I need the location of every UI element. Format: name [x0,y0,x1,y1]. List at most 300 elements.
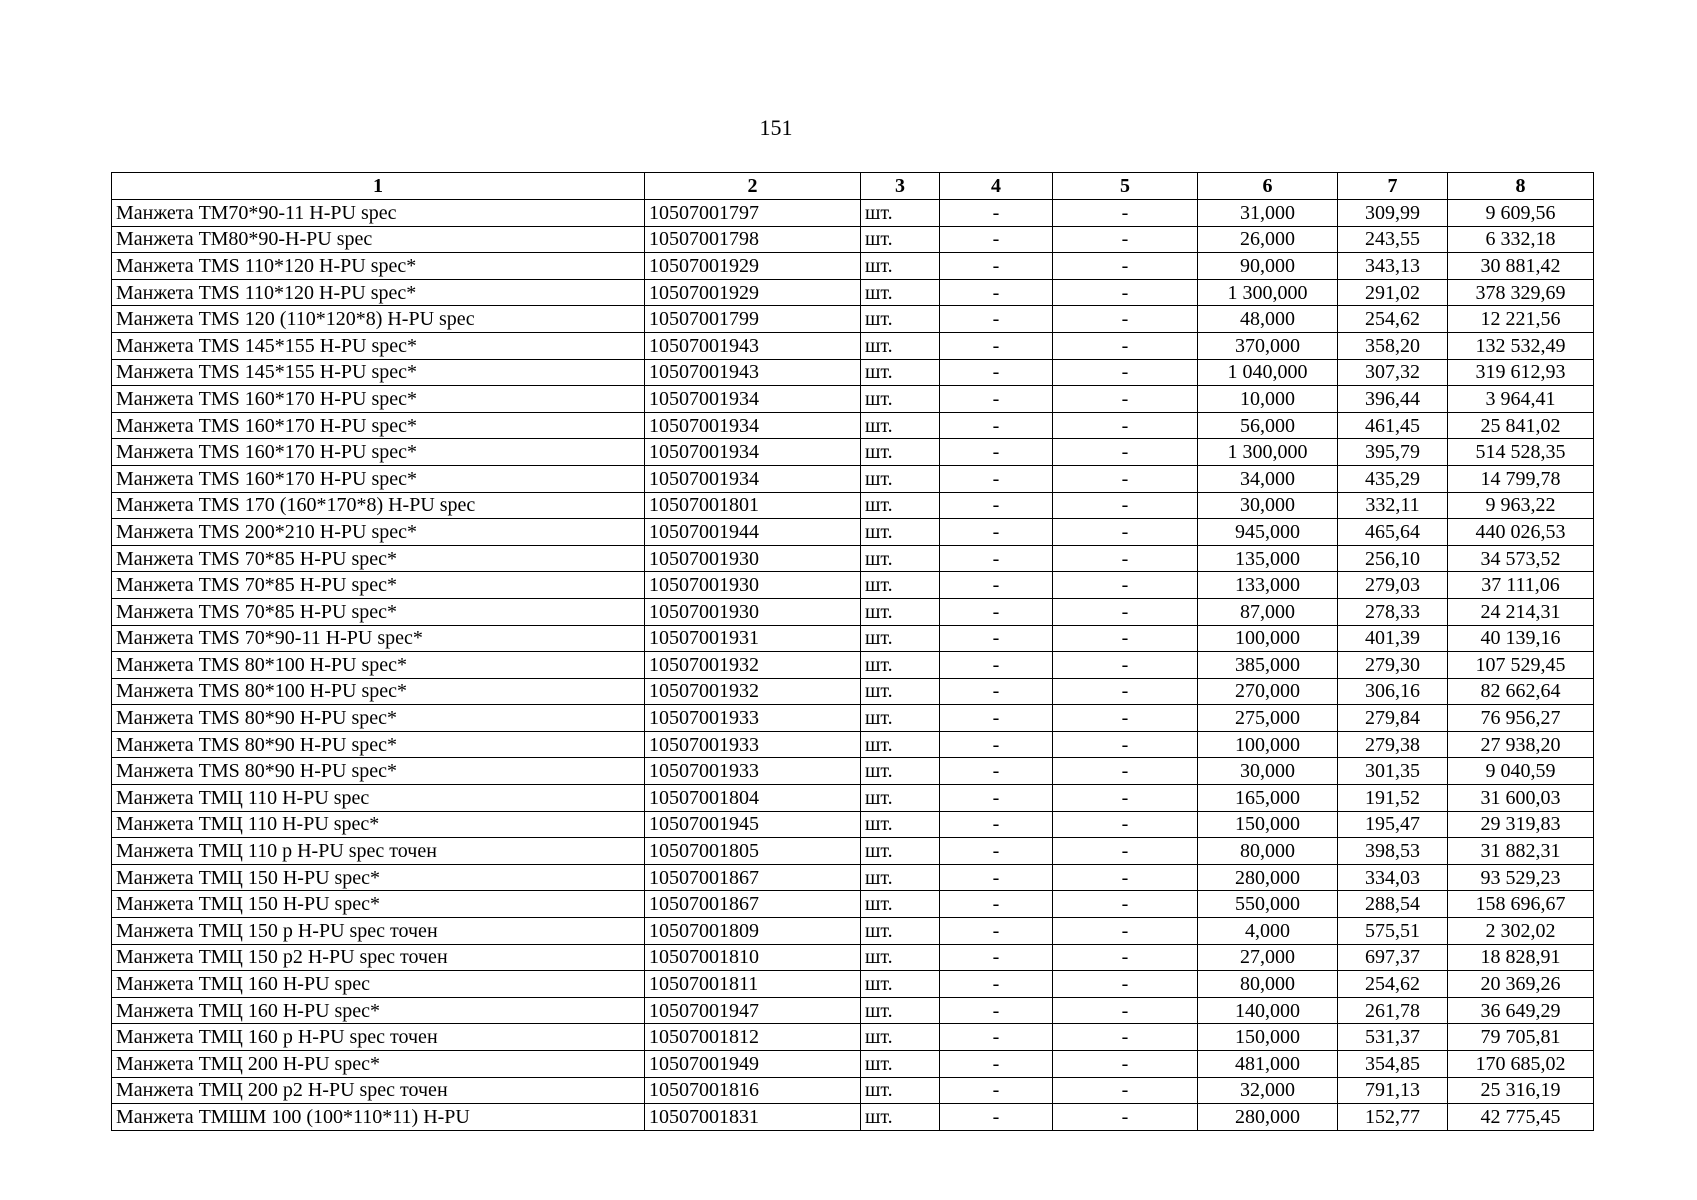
cell-code: 10507001799 [645,306,861,333]
cell-col4: - [940,811,1053,838]
cell-unit: шт. [861,891,940,918]
table-row [112,572,1594,599]
cell-quantity: 945,000 [1198,519,1338,546]
cell-name: Манжета ТМШМ 100 (100*110*11) H-PU [112,1104,645,1131]
cell-quantity: 550,000 [1198,891,1338,918]
cell-col4: - [940,253,1053,280]
cell-sum: 20 369,26 [1448,971,1594,998]
cell-col5: - [1053,279,1198,306]
cell-code: 10507001934 [645,465,861,492]
cell-name: Манжета TMS 110*120 H-PU spec* [112,253,645,280]
table-row [112,598,1594,625]
cell-code: 10507001932 [645,652,861,679]
cell-price: 152,77 [1338,1104,1448,1131]
cell-quantity: 80,000 [1198,838,1338,865]
table-row [112,652,1594,679]
cell-code: 10507001944 [645,519,861,546]
cell-col5: - [1053,1077,1198,1104]
cell-quantity: 270,000 [1198,678,1338,705]
cell-sum: 514 528,35 [1448,439,1594,466]
table-row [112,785,1594,812]
cell-unit: шт. [861,625,940,652]
cell-price: 301,35 [1338,758,1448,785]
table-row [112,625,1594,652]
cell-unit: шт. [861,439,940,466]
cell-col5: - [1053,971,1198,998]
cell-col5: - [1053,492,1198,519]
cell-col4: - [940,412,1053,439]
cell-col5: - [1053,731,1198,758]
cell-name: Манжета ТМЦ 150 р H-PU spec точен [112,918,645,945]
cell-name: Манжета ТМЦ 110 H-PU spec [112,785,645,812]
cell-name: Манжета TMS 160*170 H-PU spec* [112,439,645,466]
cell-col4: - [940,971,1053,998]
cell-price: 195,47 [1338,811,1448,838]
cell-col5: - [1053,678,1198,705]
cell-price: 697,37 [1338,944,1448,971]
cell-code: 10507001934 [645,412,861,439]
cell-col4: - [940,226,1053,253]
cell-name: Манжета ТМЦ 200 H-PU spec* [112,1051,645,1078]
cell-col5: - [1053,944,1198,971]
cell-sum: 25 841,02 [1448,412,1594,439]
cell-name: Манжета ТМЦ 200 р2 H-PU spec точен [112,1077,645,1104]
cell-price: 358,20 [1338,332,1448,359]
cell-unit: шт. [861,412,940,439]
col-header-7: 7 [1338,173,1448,200]
cell-name: Манжета TMS 160*170 H-PU spec* [112,412,645,439]
table-body [112,200,1594,1131]
cell-col4: - [940,439,1053,466]
cell-col4: - [940,279,1053,306]
table-row [112,200,1594,227]
cell-unit: шт. [861,226,940,253]
cell-code: 10507001804 [645,785,861,812]
cell-quantity: 481,000 [1198,1051,1338,1078]
cell-unit: шт. [861,253,940,280]
cell-col5: - [1053,465,1198,492]
table-row [112,678,1594,705]
cell-unit: шт. [861,492,940,519]
cell-unit: шт. [861,598,940,625]
cell-quantity: 280,000 [1198,864,1338,891]
cell-name: Манжета TMS 80*100 H-PU spec* [112,678,645,705]
cell-sum: 9 609,56 [1448,200,1594,227]
cell-col5: - [1053,332,1198,359]
cell-quantity: 27,000 [1198,944,1338,971]
cell-sum: 9 963,22 [1448,492,1594,519]
cell-price: 279,84 [1338,705,1448,732]
cell-col4: - [940,465,1053,492]
cell-col4: - [940,1024,1053,1051]
cell-quantity: 56,000 [1198,412,1338,439]
cell-price: 575,51 [1338,918,1448,945]
cell-price: 256,10 [1338,545,1448,572]
cell-sum: 30 881,42 [1448,253,1594,280]
inventory-table [111,172,1594,1131]
cell-quantity: 4,000 [1198,918,1338,945]
cell-unit: шт. [861,997,940,1024]
cell-name: Манжета ТМЦ 150 р2 H-PU spec точен [112,944,645,971]
cell-quantity: 48,000 [1198,306,1338,333]
cell-col4: - [940,891,1053,918]
table-row [112,492,1594,519]
cell-name: Манжета TMS 70*90-11 H-PU spec* [112,625,645,652]
cell-col4: - [940,492,1053,519]
cell-price: 398,53 [1338,838,1448,865]
cell-col5: - [1053,785,1198,812]
table-row [112,359,1594,386]
cell-sum: 24 214,31 [1448,598,1594,625]
cell-col5: - [1053,572,1198,599]
cell-col4: - [940,838,1053,865]
cell-col4: - [940,200,1053,227]
cell-code: 10507001805 [645,838,861,865]
table-row [112,971,1594,998]
cell-col5: - [1053,200,1198,227]
table-row [112,306,1594,333]
cell-col4: - [940,545,1053,572]
cell-sum: 25 316,19 [1448,1077,1594,1104]
cell-sum: 40 139,16 [1448,625,1594,652]
cell-price: 191,52 [1338,785,1448,812]
cell-name: Манжета ТМЦ 110 H-PU spec* [112,811,645,838]
cell-name: Манжета ТМЦ 160 р H-PU spec точен [112,1024,645,1051]
header-row [112,173,1594,200]
cell-price: 343,13 [1338,253,1448,280]
cell-col5: - [1053,598,1198,625]
table-row [112,758,1594,785]
cell-price: 291,02 [1338,279,1448,306]
cell-name: Манжета ТМЦ 160 H-PU spec [112,971,645,998]
cell-code: 10507001932 [645,678,861,705]
cell-col4: - [940,944,1053,971]
cell-col5: - [1053,705,1198,732]
cell-code: 10507001933 [645,705,861,732]
cell-quantity: 10,000 [1198,386,1338,413]
cell-col5: - [1053,306,1198,333]
cell-sum: 93 529,23 [1448,864,1594,891]
cell-sum: 378 329,69 [1448,279,1594,306]
cell-price: 309,99 [1338,200,1448,227]
cell-price: 307,32 [1338,359,1448,386]
cell-name: Манжета TMS 80*90 H-PU spec* [112,731,645,758]
cell-col5: - [1053,359,1198,386]
cell-code: 10507001934 [645,439,861,466]
cell-unit: шт. [861,731,940,758]
cell-unit: шт. [861,1024,940,1051]
cell-sum: 31 600,03 [1448,785,1594,812]
cell-code: 10507001943 [645,332,861,359]
col-header-1: 1 [112,173,645,200]
cell-name: Манжета TMS 110*120 H-PU spec* [112,279,645,306]
cell-sum: 79 705,81 [1448,1024,1594,1051]
cell-col5: - [1053,545,1198,572]
cell-col4: - [940,678,1053,705]
cell-quantity: 32,000 [1198,1077,1338,1104]
cell-quantity: 100,000 [1198,731,1338,758]
cell-unit: шт. [861,705,940,732]
cell-col4: - [940,758,1053,785]
cell-col4: - [940,705,1053,732]
table-row [112,386,1594,413]
cell-col4: - [940,625,1053,652]
table-row [112,439,1594,466]
cell-price: 279,38 [1338,731,1448,758]
cell-col4: - [940,785,1053,812]
cell-quantity: 150,000 [1198,811,1338,838]
page-number-text: 151 [759,115,793,140]
cell-col5: - [1053,519,1198,546]
cell-sum: 170 685,02 [1448,1051,1594,1078]
cell-code: 10507001947 [645,997,861,1024]
cell-price: 396,44 [1338,386,1448,413]
cell-name: Манжета TMS 80*90 H-PU spec* [112,705,645,732]
cell-code: 10507001949 [645,1051,861,1078]
cell-col4: - [940,997,1053,1024]
cell-name: Манжета TMS 145*155 H-PU spec* [112,359,645,386]
cell-sum: 29 319,83 [1448,811,1594,838]
cell-name: Манжета TMS 160*170 H-PU spec* [112,386,645,413]
cell-name: Манжета TMS 120 (110*120*8) H-PU spec [112,306,645,333]
cell-unit: шт. [861,306,940,333]
cell-name: Манжета TMS 70*85 H-PU spec* [112,598,645,625]
cell-code: 10507001933 [645,731,861,758]
table-row [112,412,1594,439]
table-row [112,811,1594,838]
cell-name: Манжета TMS 170 (160*170*8) H-PU spec [112,492,645,519]
page-number [0,114,1697,142]
cell-quantity: 1 300,000 [1198,279,1338,306]
cell-unit: шт. [861,386,940,413]
cell-col5: - [1053,1024,1198,1051]
cell-name: Манжета ТМЦ 150 H-PU spec* [112,864,645,891]
cell-name: Манжета ТМЦ 160 H-PU spec* [112,997,645,1024]
cell-code: 10507001929 [645,279,861,306]
cell-col4: - [940,332,1053,359]
cell-code: 10507001831 [645,1104,861,1131]
cell-col4: - [940,864,1053,891]
table-row [112,545,1594,572]
cell-quantity: 280,000 [1198,1104,1338,1131]
cell-col4: - [940,1104,1053,1131]
cell-sum: 132 532,49 [1448,332,1594,359]
cell-unit: шт. [861,918,940,945]
cell-col4: - [940,652,1053,679]
cell-sum: 31 882,31 [1448,838,1594,865]
cell-code: 10507001933 [645,758,861,785]
cell-sum: 3 964,41 [1448,386,1594,413]
cell-unit: шт. [861,678,940,705]
cell-unit: шт. [861,279,940,306]
table-row [112,705,1594,732]
cell-col4: - [940,918,1053,945]
cell-col5: - [1053,758,1198,785]
cell-sum: 34 573,52 [1448,545,1594,572]
cell-sum: 76 956,27 [1448,705,1594,732]
cell-price: 254,62 [1338,971,1448,998]
cell-code: 10507001930 [645,545,861,572]
cell-code: 10507001810 [645,944,861,971]
table-row [112,519,1594,546]
cell-name: Манжета TMS 80*90 H-PU spec* [112,758,645,785]
cell-price: 395,79 [1338,439,1448,466]
cell-col4: - [940,519,1053,546]
cell-code: 10507001812 [645,1024,861,1051]
cell-quantity: 165,000 [1198,785,1338,812]
cell-unit: шт. [861,332,940,359]
cell-col4: - [940,386,1053,413]
col-header-4: 4 [940,173,1053,200]
col-header-2: 2 [645,173,861,200]
col-header-8: 8 [1448,173,1594,200]
cell-unit: шт. [861,971,940,998]
cell-code: 10507001798 [645,226,861,253]
cell-name: Манжета ТМ70*90-11 H-PU spec [112,200,645,227]
cell-unit: шт. [861,758,940,785]
cell-sum: 37 111,06 [1448,572,1594,599]
table-row [112,1077,1594,1104]
cell-quantity: 275,000 [1198,705,1338,732]
cell-quantity: 30,000 [1198,492,1338,519]
cell-sum: 319 612,93 [1448,359,1594,386]
cell-sum: 18 828,91 [1448,944,1594,971]
cell-col5: - [1053,997,1198,1024]
table-row [112,465,1594,492]
cell-price: 435,29 [1338,465,1448,492]
cell-price: 306,16 [1338,678,1448,705]
cell-quantity: 370,000 [1198,332,1338,359]
cell-sum: 14 799,78 [1448,465,1594,492]
cell-col5: - [1053,412,1198,439]
cell-code: 10507001816 [645,1077,861,1104]
cell-col5: - [1053,918,1198,945]
cell-col5: - [1053,811,1198,838]
cell-quantity: 26,000 [1198,226,1338,253]
cell-col4: - [940,359,1053,386]
cell-code: 10507001934 [645,386,861,413]
cell-quantity: 385,000 [1198,652,1338,679]
cell-sum: 440 026,53 [1448,519,1594,546]
cell-col5: - [1053,891,1198,918]
cell-col5: - [1053,652,1198,679]
cell-name: Манжета ТМЦ 150 H-PU spec* [112,891,645,918]
table-row [112,1051,1594,1078]
cell-sum: 36 649,29 [1448,997,1594,1024]
cell-sum: 6 332,18 [1448,226,1594,253]
cell-unit: шт. [861,572,940,599]
cell-col4: - [940,598,1053,625]
cell-code: 10507001809 [645,918,861,945]
cell-sum: 42 775,45 [1448,1104,1594,1131]
col-header-3: 3 [861,173,940,200]
cell-col5: - [1053,253,1198,280]
cell-price: 261,78 [1338,997,1448,1024]
cell-quantity: 135,000 [1198,545,1338,572]
cell-code: 10507001929 [645,253,861,280]
table-row [112,918,1594,945]
cell-quantity: 34,000 [1198,465,1338,492]
cell-code: 10507001797 [645,200,861,227]
cell-sum: 82 662,64 [1448,678,1594,705]
cell-quantity: 31,000 [1198,200,1338,227]
cell-price: 354,85 [1338,1051,1448,1078]
cell-name: Манжета ТМЦ 110 р H-PU spec точен [112,838,645,865]
cell-sum: 27 938,20 [1448,731,1594,758]
cell-price: 531,37 [1338,1024,1448,1051]
cell-sum: 158 696,67 [1448,891,1594,918]
table-row [112,838,1594,865]
cell-unit: шт. [861,465,940,492]
table-row [112,253,1594,280]
cell-col4: - [940,1077,1053,1104]
table-row [112,891,1594,918]
cell-quantity: 1 300,000 [1198,439,1338,466]
cell-unit: шт. [861,1104,940,1131]
col-header-6: 6 [1198,173,1338,200]
cell-name: Манжета TMS 160*170 H-PU spec* [112,465,645,492]
cell-unit: шт. [861,864,940,891]
cell-quantity: 30,000 [1198,758,1338,785]
cell-code: 10507001867 [645,864,861,891]
table-row [112,279,1594,306]
cell-code: 10507001945 [645,811,861,838]
cell-code: 10507001801 [645,492,861,519]
cell-col5: - [1053,1051,1198,1078]
cell-code: 10507001931 [645,625,861,652]
cell-price: 461,45 [1338,412,1448,439]
cell-col4: - [940,1051,1053,1078]
cell-unit: шт. [861,359,940,386]
cell-name: Манжета TMS 70*85 H-PU spec* [112,545,645,572]
cell-code: 10507001811 [645,971,861,998]
cell-unit: шт. [861,1077,940,1104]
cell-price: 465,64 [1338,519,1448,546]
table-row [112,1104,1594,1131]
cell-name: Манжета TMS 80*100 H-PU spec* [112,652,645,679]
cell-sum: 12 221,56 [1448,306,1594,333]
cell-sum: 9 040,59 [1448,758,1594,785]
cell-quantity: 80,000 [1198,971,1338,998]
cell-col5: - [1053,386,1198,413]
cell-col5: - [1053,838,1198,865]
cell-quantity: 90,000 [1198,253,1338,280]
cell-sum: 2 302,02 [1448,918,1594,945]
cell-name: Манжета TMS 200*210 H-PU spec* [112,519,645,546]
table-row [112,944,1594,971]
col-header-5: 5 [1053,173,1198,200]
cell-name: Манжета TMS 145*155 H-PU spec* [112,332,645,359]
cell-col5: - [1053,864,1198,891]
cell-col5: - [1053,226,1198,253]
cell-quantity: 87,000 [1198,598,1338,625]
table-row [112,864,1594,891]
cell-name: Манжета ТМ80*90-H-PU spec [112,226,645,253]
cell-price: 278,33 [1338,598,1448,625]
cell-price: 401,39 [1338,625,1448,652]
cell-price: 791,13 [1338,1077,1448,1104]
cell-code: 10507001943 [645,359,861,386]
cell-quantity: 140,000 [1198,997,1338,1024]
cell-unit: шт. [861,652,940,679]
cell-code: 10507001930 [645,572,861,599]
cell-unit: шт. [861,545,940,572]
cell-quantity: 150,000 [1198,1024,1338,1051]
cell-unit: шт. [861,838,940,865]
cell-name: Манжета TMS 70*85 H-PU spec* [112,572,645,599]
cell-price: 334,03 [1338,864,1448,891]
cell-price: 254,62 [1338,306,1448,333]
